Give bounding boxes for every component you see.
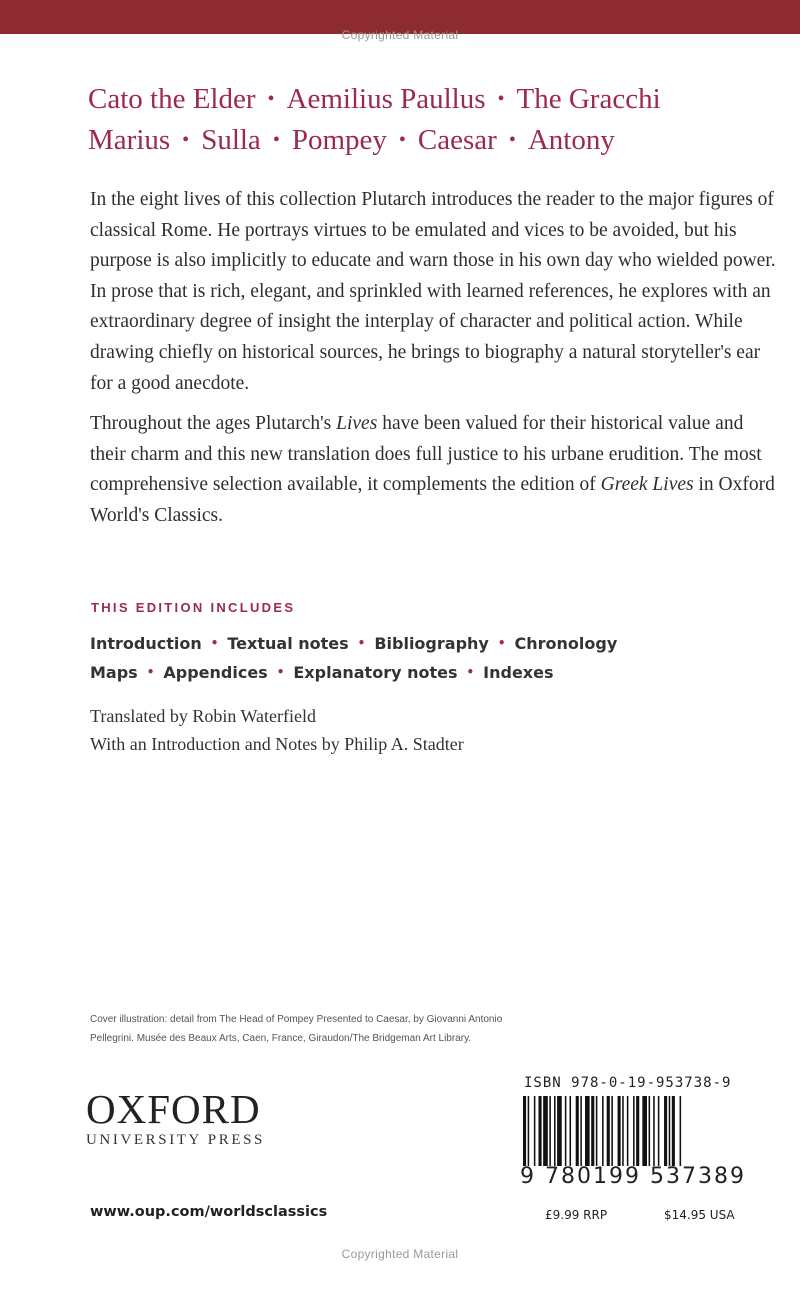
barcode-bar xyxy=(607,1096,610,1166)
cover-note-line: Pellegrini. Musée des Beaux Arts, Caen, France, Giraudon/The Bridgeman Art Library. xyxy=(90,1033,472,1044)
life-title: Marius xyxy=(88,124,171,156)
barcode-bar xyxy=(534,1096,536,1166)
include-item: Textual notes xyxy=(227,634,349,653)
barcode-bar xyxy=(672,1096,675,1166)
text-run: in Oxford World's Classics. xyxy=(90,474,775,526)
barcode-bar xyxy=(627,1096,629,1166)
edition-includes-heading: THIS EDITION INCLUDES xyxy=(91,600,296,615)
bullet-separator: • xyxy=(466,665,475,679)
barcode-bar xyxy=(523,1096,526,1166)
life-title: Cato the Elder xyxy=(88,83,256,115)
copyright-watermark-top: Copyrighted Material xyxy=(341,28,459,42)
life-title: Aemilius Paullus xyxy=(286,83,486,115)
cover-note-line: Cover illustration: detail from The Head of Pompey Presented to Caesar, by Giovanni Antonio xyxy=(90,1014,503,1025)
bullet-separator: • xyxy=(182,129,190,151)
include-item: Introduction xyxy=(90,634,202,653)
barcode-bar xyxy=(622,1096,624,1166)
bullet-separator: • xyxy=(497,636,506,650)
description-paragraph-2 xyxy=(90,409,780,531)
life-title: Antony xyxy=(527,124,615,156)
lives-row-2 xyxy=(88,121,768,162)
includes-row-1 xyxy=(90,630,770,659)
life-title: Caesar xyxy=(417,124,497,156)
include-item: Indexes xyxy=(483,663,554,682)
include-item: Appendices xyxy=(163,663,268,682)
lives-list xyxy=(88,80,768,162)
barcode xyxy=(521,1096,751,1166)
barcode-digits: 9 780199 537389 xyxy=(520,1164,746,1189)
text-run: Throughout the ages Plutarch's xyxy=(90,413,337,435)
bullet-separator: • xyxy=(272,129,280,151)
publisher-name: OXFORD xyxy=(86,1086,261,1132)
bullet-separator: • xyxy=(398,129,406,151)
italic-title: Lives xyxy=(336,413,378,435)
barcode-bar xyxy=(557,1096,562,1166)
barcode-bar xyxy=(602,1096,604,1166)
barcode-bar xyxy=(543,1096,548,1166)
barcode-bar xyxy=(565,1096,567,1166)
barcode-bar xyxy=(633,1096,635,1166)
barcode-bar xyxy=(576,1096,579,1166)
barcode-bar xyxy=(680,1096,682,1166)
introduction-credit: With an Introduction and Notes by Philip A. Stadter xyxy=(90,734,464,754)
include-item: Explanatory notes xyxy=(293,663,458,682)
barcode-bar xyxy=(539,1096,542,1166)
publisher-subname: UNIVERSITY PRESS xyxy=(86,1132,265,1148)
barcode-bar xyxy=(658,1096,660,1166)
barcode-bar xyxy=(618,1096,621,1166)
life-title: Pompey xyxy=(291,124,387,156)
life-title: The Gracchi xyxy=(516,83,661,115)
barcode-bar xyxy=(664,1096,667,1166)
include-item: Chronology xyxy=(514,634,618,653)
include-item: Bibliography xyxy=(374,634,489,653)
includes-row-2 xyxy=(90,659,770,688)
copyright-watermark-bottom: Copyrighted Material xyxy=(341,1247,459,1261)
bullet-separator: • xyxy=(357,636,366,650)
barcode-bar xyxy=(570,1096,572,1166)
barcode-bar xyxy=(669,1096,671,1166)
barcode-bar xyxy=(596,1096,598,1166)
bullet-separator: • xyxy=(508,129,516,151)
barcode-bar xyxy=(549,1096,551,1166)
italic-title: Greek Lives xyxy=(600,474,694,496)
barcode-bar xyxy=(653,1096,655,1166)
description xyxy=(90,185,780,542)
barcode-bar xyxy=(611,1096,613,1166)
price-us: $14.95 USA xyxy=(664,1208,735,1222)
publisher-url[interactable]: www.oup.com/worldsclassics xyxy=(90,1204,328,1220)
barcode-bar xyxy=(580,1096,582,1166)
description-paragraph-1: In the eight lives of this collection Plutarch introduces the reader to the major figures of classical Rome. He portrays virtues to be emulated and vices to be avoided, but his purpose is also implicitly to educate and warn those in his own day who wielded power. In prose that is rich, elegant, and sprinkled with learned references, he explores with an extraordinary degree of insight the interplay of character and political action. While drawing chiefly on historical sources, he brings to biography a natural storyteller's ear for a good anecdote. xyxy=(90,189,776,394)
cover-illustration-note xyxy=(90,1010,650,1048)
bullet-separator: • xyxy=(210,636,219,650)
barcode-bar xyxy=(554,1096,556,1166)
bullet-separator: • xyxy=(497,88,505,110)
include-item: Maps xyxy=(90,663,138,682)
translator-credit: Translated by Robin Waterfield xyxy=(90,706,317,726)
life-title: Sulla xyxy=(201,124,261,156)
barcode-bar xyxy=(585,1096,590,1166)
edition-includes-list xyxy=(90,630,770,688)
oxford-logo xyxy=(86,1088,265,1149)
bullet-separator: • xyxy=(267,88,275,110)
price-uk: £9.99 RRP xyxy=(545,1208,608,1222)
isbn-label: ISBN 978-0-19-953738-9 xyxy=(524,1075,732,1091)
barcode-bar xyxy=(528,1096,530,1166)
text-run: have been valued for their historical value and their charm and this new translation does full justice to his urbane erudition. The most comprehensive selection available, it complements the edition of xyxy=(90,413,762,496)
bullet-separator: • xyxy=(276,665,285,679)
barcode-bar xyxy=(649,1096,651,1166)
lives-row-1 xyxy=(88,80,768,121)
bullet-separator: • xyxy=(146,665,155,679)
barcode-bar xyxy=(591,1096,594,1166)
barcode-bar xyxy=(642,1096,647,1166)
barcode-bar xyxy=(636,1096,639,1166)
credits xyxy=(90,702,464,758)
